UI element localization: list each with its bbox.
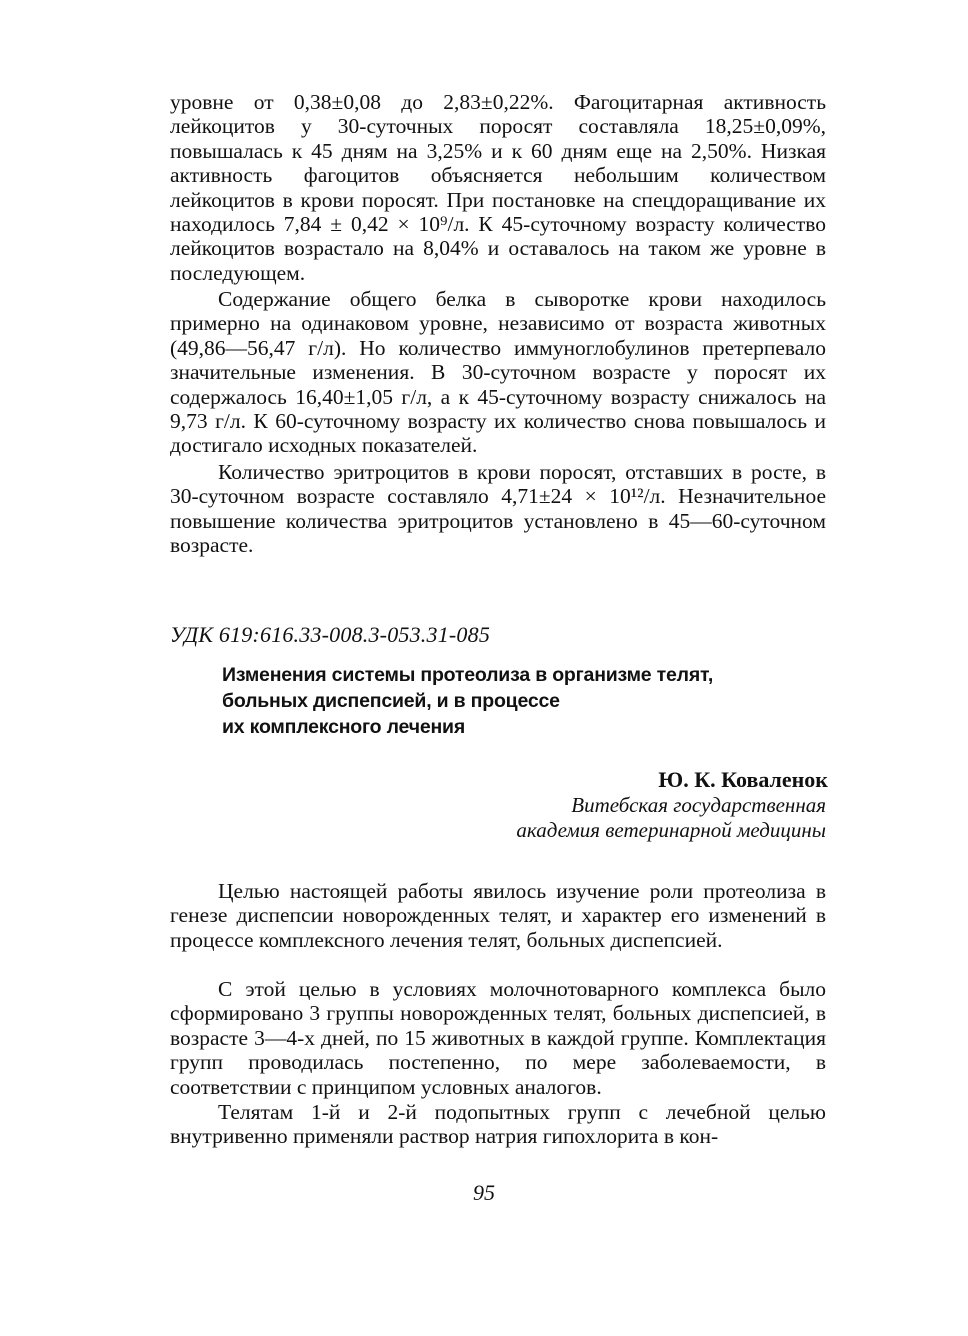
paragraph-groups: С этой целью в условиях молочнотоварного комплекса было сформировано 3 группы новорожденных телят, больных диспепсией, в возрасте 3—4-х дней, по 15 животных в каждой группе. Комплектация групп проводилась постепенно, по мере заболеваемости, в соответствии с принципом условных аналогов. [170, 977, 826, 1099]
paragraph-protein: Содержание общего белка в сыворотке крови находилось примерно на одинаковом уровне, независимо от возраста животных (49,86—56,47 г/л). Но количество иммуноглобулинов претерпевало значительные изменения. В 30-суточном возрасте у поросят их содержалось 16,40±1,05 г/л, а к 45-суточному возрасту снижалось на 9,73 г/л. К 60-суточному возрасту их количество снова повышалось и достигало исходных показателей. [170, 287, 826, 458]
paragraph-continuation: уровне от 0,38±0,08 до 2,83±0,22%. Фагоцитарная активность лейкоцитов у 30-суточных поросят составляла 18,25±0,09%, повышалась к 45 дням на 3,25% и к 60 дням еще на 2,50%. Низкая активность фагоцитов объясняется небольшим количеством лейкоцитов в крови поросят. При постановке на спецдоращивание их находилось 7,84 ± 0,42 × 10⁹/л. К 45-суточному возрасту количество лейкоцитов возрастало на 8,04% и оставалось на таком же уровне в последующем. [170, 90, 826, 285]
page-number: 95 [473, 1180, 495, 1205]
paragraph-erythrocytes: Количество эритроцитов в крови поросят, отставших в росте, в 30-суточном возрасте составляло 4,71±24 × 10¹²/л. Незначительное повышение количества эритроцитов установлено в 45—60-суточном возрасте. [170, 460, 826, 558]
paragraph-aim: Целью настоящей работы явилось изучение роли протеолиза в генезе диспепсии новорожденных телят, и характер его изменений в процессе комплексного лечения телят, больных диспепсией. [170, 879, 826, 952]
title-line: больных диспепсией, и в процессе [222, 690, 560, 712]
author-name: Ю. К. Коваленок [658, 767, 828, 792]
paragraph-treatment: Телятам 1-й и 2-й подопытных групп с лечебной целью внутривенно применяли раствор натрия гипохлорита в кон- [170, 1100, 826, 1149]
title-line: их комплексного лечения [222, 716, 466, 738]
title-line: Изменения системы протеолиза в организме телят, [222, 664, 714, 686]
article-title [222, 662, 822, 740]
affiliation-line: Витебская государственная [571, 793, 826, 817]
udk-code: УДК 619:616.33-008.3-053.31-085 [170, 622, 491, 647]
author-affiliation [226, 793, 826, 843]
affiliation-line: академия ветеринарной медицины [516, 818, 826, 842]
